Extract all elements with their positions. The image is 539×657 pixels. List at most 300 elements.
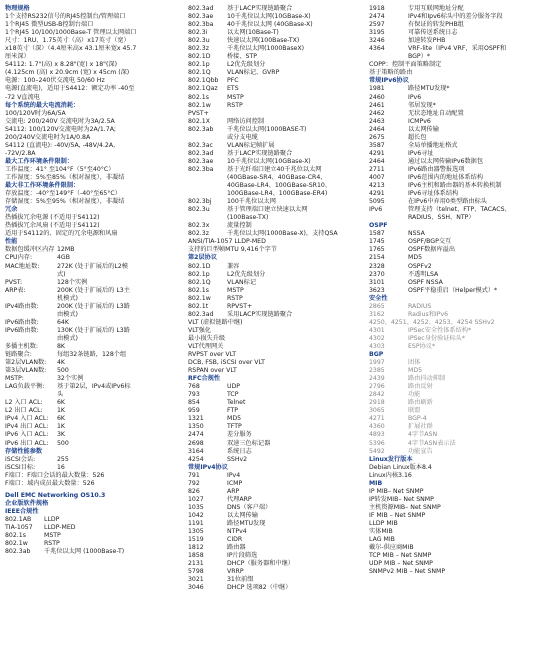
text-line: 存放温度：-40°至149°F（-40°至65°C） [5,190,121,198]
text-line: 1个RJ45 10/100/1000Base-T 管理以太网端口 [5,29,137,37]
standard-code: 959 [188,407,200,415]
standard-desc: IP片段筛选 [227,552,258,560]
standard-code: 3162 [369,310,385,318]
spec-key: 第3层VLAN数: [5,367,47,375]
standard-desc: IPv6寻址体系结构 [408,190,459,198]
standard-row [188,383,364,391]
standard-desc: IPv6主机和路由器的基本转换机制 [408,182,502,190]
standard-row [188,496,364,504]
text-line: 存储湿度：5%至95%（相对湿度），非凝结 [5,198,125,206]
text-line: 厘米深） [5,53,30,61]
standard-desc: MSTP [227,93,244,101]
spec-value: 16 [57,463,65,471]
standard-desc: MD5 [408,254,423,262]
standard-row [188,158,364,166]
standard-desc: Radius和IPv6 [408,310,449,318]
standard-row [369,254,535,262]
standard-code: 802.3i [188,29,208,37]
standard-desc: RPVST+ [227,302,253,310]
spec-row [5,287,165,295]
text-line: 200/240V交流电时为1A/0.8A [5,133,91,141]
standard-code: 2462 [369,109,385,117]
standard-desc: OSPF数据库溢出 [408,246,456,254]
spec-key: IPv4 入口 ACL: [5,415,49,423]
standard-desc: 专用互联网地址分配 [408,5,464,12]
standard-row [5,540,165,548]
standard-row [188,431,364,439]
standard-code: 802.3ba [188,21,214,29]
spec-value: 272K (处于扩展后的L2模 [57,262,128,270]
standard-code: 802.1X [188,117,210,125]
standard-desc: 不透明LSA [408,270,439,278]
standard-row [188,415,364,423]
text-line: VLT (虚拟链路中继) [188,318,243,326]
standard-code: 3021 [188,576,204,584]
standard-desc: 31位前缀 [227,576,254,584]
standard-desc: L2优先级划分 [227,61,266,69]
standard-code: 2464 [369,125,385,133]
standard-row [188,69,364,77]
text-line: S4112: 100/120V交流电时为2A/1.7A; [5,125,117,133]
standard-code: 4301 [369,326,385,334]
standard-row [188,311,364,319]
standard-code: 2370 [369,270,385,278]
standard-row [369,279,535,287]
standard-code: 802.1Q [188,69,211,77]
standard-code: 1812 [188,544,204,552]
standard-desc: OSPF/BGP交互 [408,238,452,246]
spec-value: 200K (处于扩展后的 L3路 [57,302,130,310]
standard-row [188,94,364,102]
standard-code: 802.1w [188,294,211,302]
section-heading: MIB [369,479,383,487]
spec-key: L2 入口 ACL: [5,399,43,407]
standard-desc: 加速转发PHB [408,37,446,45]
standard-row [369,415,535,423]
standard-desc: TCP [227,391,239,399]
text-line: 4250、4251、4252、4253、4254 SSHv2 [369,318,495,326]
standard-desc: RADIUS [408,302,432,310]
standard-desc: 100千兆位以太网 [227,198,276,206]
standard-code: 2131 [188,560,204,568]
standard-row [369,431,535,439]
text-line: IP MIB– Net SNMP [369,487,424,495]
standard-desc: 团体 [408,359,421,367]
standard-code: 802.1p [188,270,210,278]
standard-row [369,198,535,206]
standard-row [369,375,535,383]
text-line: (4.125cm (高) x 20.9cm (宽) x 45cm (深) [5,69,130,77]
standard-desc: 千兆位以太网(1000Base-X)，支持QSA [227,230,338,238]
standard-desc: IPv4和Ipv6标头中的差分服务字段 [408,13,503,21]
text-line: RVPST over VLT [188,351,236,359]
standard-code: 1587 [369,230,385,238]
standard-desc: 兼容 [227,262,240,270]
standard-desc: MD5 [227,415,242,423]
standard-code: 1350 [188,423,204,431]
standard-row [188,142,364,150]
standard-desc: 10千兆位以太网(10GBase-X) [227,157,311,165]
text-line: 交流电: 200/240V 交流电时为3A/2.5A [5,117,115,125]
standard-code: 854 [188,399,200,407]
standard-code: 2328 [369,262,385,270]
standard-desc: 基于LACP实现链路聚合 [227,5,293,12]
text-line: 电源(直流电)，适用于S4412：额定功率 -40至 [5,85,135,93]
standard-code: 3246 [369,37,385,45]
standard-desc: DNS（客户端） [227,503,272,511]
standard-desc: 路由反射 [408,383,433,391]
standard-row [5,532,165,540]
spec-row [5,263,165,271]
standard-desc: 快速以太网(100Base-TX) [227,37,300,45]
standard-code: 4302 [369,334,385,342]
column-right [369,5,535,576]
standard-desc: 千兆位以太网(1000BASE-T) [227,125,307,133]
text-line: SNMPv2 MIB – Net SNMP [369,568,446,576]
standard-row [369,29,535,37]
standard-code: 1918 [369,5,385,12]
standard-desc: 差分服务 [227,431,252,439]
spec-key: IPv6 出口 ACL: [5,439,49,447]
standard-desc: ICMPv6 [408,117,431,125]
standard-code: 4254 [188,455,204,463]
standard-row [369,335,535,343]
standard-desc: LLDP [44,515,60,523]
standard-row [369,327,535,335]
text-line: IP转发MIB– Net SNMP [369,495,434,503]
spec-key: PVST: [5,278,23,286]
spec-key: 多播主机数: [5,342,39,350]
standard-row [188,303,364,311]
standard-row [188,5,364,13]
standard-desc: VRRP [227,568,244,576]
spec-value: 3K [57,431,65,439]
standard-code: 1027 [188,495,204,503]
standard-row [188,85,364,93]
text-line: 热插拔冗余电源 (不适用于S4112) [5,214,100,222]
standard-code: 1765 [369,246,385,254]
standard-desc: NTPv4 [227,528,247,536]
standard-desc: SSHv2 [227,455,248,463]
standard-desc: FTP [227,407,238,415]
spec-key: IPv6路由数: [5,318,39,326]
brand-heading: Dell EMC Networking OS10.3 [5,491,106,499]
standard-desc: 4字节ASN [408,431,438,439]
standard-code: 2154 [369,254,385,262]
standard-code: 768 [188,383,200,391]
standard-row [369,206,535,214]
spec-value: 12MB [57,246,75,254]
standard-code: 802.1Qaz [188,85,218,93]
spec-row [5,343,165,351]
spec-row [5,367,165,375]
standard-desc: L2优先级划分 [227,270,266,278]
standard-desc: 代理ARP [227,495,252,503]
standard-row [188,21,364,29]
standard-code: 4291 [369,149,385,157]
standard-row [369,246,535,254]
text-line: PVST+ [188,109,209,117]
standard-code: 1321 [188,415,204,423]
standard-code: IPv6 [369,206,383,214]
spec-row [5,375,165,383]
continuation-line: 由模式) [57,334,78,342]
standard-code: 1745 [369,238,385,246]
standard-code: 4213 [369,182,385,190]
standard-row [188,440,364,448]
spec-value: 1K [57,423,65,431]
text-line: COPP：控制平面策略制定 [369,61,442,69]
standard-code: 802.3ad [188,149,214,157]
standard-code: 5396 [369,439,385,447]
standard-row [369,142,535,150]
text-line: -72V/2.8A [5,149,36,157]
standard-desc: VLAN标记 [227,278,257,286]
standard-row [369,5,535,13]
standard-code: 791 [188,471,200,479]
standard-code: 802.1p [188,61,210,69]
standard-desc: ICMP [227,479,243,487]
standard-desc: 有保证的转发PHB组 [408,21,464,29]
standard-row [369,166,535,174]
standard-desc: 超长包 [408,133,427,141]
section-heading: 第2层协议 [188,254,218,262]
standard-row [369,287,535,295]
standard-row [188,504,364,512]
standard-row [188,488,364,496]
standard-desc: 功能宣告 [408,447,433,455]
standard-row [369,383,535,391]
spec-row [5,279,165,287]
text-line: 1个支持RS232信号的RJ45控制台/管理端口 [5,13,126,21]
standard-code: 2675 [369,133,385,141]
spec-value: 4GB [57,254,70,262]
text-line: TCP MIB – Net SNMP [369,552,432,560]
text-line: x18英寸（深）（4.4厘米高x 43.1厘米宽x 45.7 [5,45,137,53]
standard-code: 5798 [188,568,204,576]
continuation-line: (100Base-TX) [227,214,269,222]
spec-key: MAC地址数: [5,262,40,270]
standard-row [188,53,364,61]
standard-desc: IPv6范围内的地址体系结构 [408,173,484,181]
standard-desc: 路由抖动抑制 [408,375,446,383]
standard-desc: 千兆位以太网 (1000Base-T) [44,548,125,556]
standard-row [188,118,364,126]
standard-code: 2464 [369,157,385,165]
standard-desc: RSTP [44,540,60,548]
continuation-line: 机模式) [57,294,78,302]
standard-desc: 系统日志 [227,447,252,455]
spec-key: iSCSI会话: [5,455,36,463]
standard-code: 802.3ad [188,310,214,318]
standard-desc: NSSA [408,230,425,238]
standard-desc: IPSec安全性体系结构* [408,326,472,334]
section-heading: 物理规格 [5,5,30,12]
standard-row [369,158,535,166]
continuation-line: 式) [57,270,66,278]
column-left [5,5,165,556]
standard-row [188,295,364,303]
standard-row [188,472,364,480]
standard-desc: 基于光纤端口建立40千兆位以太网 [227,165,322,173]
standard-code: 3065 [369,407,385,415]
standard-desc: 4字节ASN表示法 [408,439,456,447]
standard-desc: 40千兆位以太网 (40GBase-X) [227,21,313,29]
section-heading: 性能 [5,238,18,246]
standard-code: 802.1Qbb [188,77,219,85]
standard-row [369,118,535,126]
spec-key: 链路聚合: [5,351,32,359]
standard-row [369,182,535,190]
text-line: LAG MIB [369,536,395,544]
standard-row [188,102,364,110]
section-heading: RFC合规性 [188,375,221,383]
standard-desc: VRF-lite（IPv4 VRF，采用OSPF和 [408,45,507,53]
standard-code: 793 [188,391,200,399]
standard-row [369,150,535,158]
standard-desc: 路径MTU发现 [227,520,266,527]
standard-desc: BGP-4 [408,415,427,423]
section-heading: 最大工作环境条件限制： [5,157,74,165]
standard-row [188,407,364,415]
standard-row [369,230,535,238]
standard-desc: 网络访问控制 [227,117,265,125]
text-line: UDP MIB – Net SNMP [369,560,433,568]
standard-code: 802.1s [188,286,209,294]
standard-row [188,230,364,238]
spec-value: 500 [57,367,69,375]
standard-desc: 基于管理端口建立快速以太网 [227,206,308,214]
standard-row [188,520,364,528]
standard-desc: 扩展社群 [408,423,433,431]
standard-code: 802.3ae [188,13,214,21]
standard-code: 3101 [369,278,385,286]
standard-row [188,279,364,287]
standard-desc: TFTP [227,423,242,431]
spec-value: 64K [57,318,69,326]
standard-code: 1858 [188,552,204,560]
standard-code: 802.1s [5,532,26,540]
spec-value: 基于第2层，IPv4或IPv6标 [57,383,131,391]
spec-row [5,431,165,439]
spec-key: MSTP: [5,375,24,383]
standard-desc: 通过以太网传输IPv6数据包 [408,157,484,165]
standard-code: 802.3bj [188,198,212,206]
spec-value: 6K [57,415,65,423]
standard-code: 3164 [188,447,204,455]
spec-value: 128个实例 [57,278,88,286]
spec-value: 1K [57,407,65,415]
standard-row [188,271,364,279]
standard-row [369,110,535,118]
standard-row [369,359,535,367]
spec-row [5,303,165,311]
standard-code: 1981 [369,85,385,93]
section-heading: 常规IPv6协议 [369,77,409,85]
standard-desc: 功能 [408,391,421,399]
standard-row [188,568,364,576]
standard-code: 802.3ab [188,125,214,133]
standard-code: 1305 [188,528,204,536]
standard-desc: 以太网(10Base-T) [227,29,279,37]
standard-desc: OSPF平稳重启（Helper模式）* [408,286,498,294]
standard-row [188,77,364,85]
standard-code: 826 [188,487,200,495]
standard-row [188,391,364,399]
spec-key: L2 出口 ACL: [5,407,43,415]
standard-code: 2474 [369,13,385,21]
standard-code: 3195 [369,29,385,37]
section-heading: OSPF [369,222,388,230]
standard-code: 2460 [369,93,385,101]
text-line: 支持的巨型帧MTU 9,416个字节 [188,246,278,254]
text-line: 工作湿度：5%至85%（相对湿度），非凝结 [5,173,125,181]
spec-key: CPU内存: [5,254,33,262]
standard-code: 802.1w [5,540,28,548]
standard-desc: 联盟 [408,407,421,415]
standard-desc: UDP [227,383,241,391]
spec-value: 200K (处于扩展后的 L3主 [57,286,130,294]
spec-row [5,456,165,464]
continuation-line: RADIUS、SSH、NTP） [408,214,475,222]
standard-row [369,440,535,448]
standard-desc: VLAN标记帧扩展 [227,141,275,149]
standard-code: 3046 [188,584,204,592]
standard-code: 802.1t [188,302,209,310]
text-line: ANSI/TIA-1057 LLDP-MED [188,238,266,246]
standard-row [369,94,535,102]
standard-code: 1042 [188,511,204,519]
spec-row [5,359,165,367]
text-line: Debian Linux版本8.4 [369,463,432,471]
section-heading: 最大非工作环境条件限制： [5,182,80,190]
continuation-line: BGP）* [408,53,430,61]
section-heading: 存储性能参数 [5,447,43,455]
standard-desc: 10千兆位以太网(10GBase-X) [227,13,311,21]
standard-code: 4364 [369,45,385,53]
spec-value: 255 [57,455,69,463]
section-heading: IEEE合规性 [5,507,39,515]
standard-desc: 全局单播地址格式 [408,141,458,149]
spec-value: 130K (处于扩展后的 L3路 [57,326,130,334]
standard-row [188,45,364,53]
standard-code: 802.1D [188,262,211,270]
text-line: 1个RJ45 微型USB-B控制台端口 [5,21,94,29]
text-line: 基于策略的路由 [369,69,413,77]
text-line: 适用于S4112的、固定的冗余电源和风扇 [5,230,118,238]
standard-code: 802.1D [188,53,211,61]
standard-code: 802.1s [188,93,209,101]
standard-code: 802.1w [188,101,211,109]
standard-desc: 无状态地址自动配置 [408,109,464,117]
standard-desc: ETS [227,85,239,93]
standard-row [369,174,535,182]
standard-code: 802.3ad [188,5,214,12]
spec-value: 6K [57,399,65,407]
standard-code: 4360 [369,423,385,431]
standard-row [188,126,364,134]
spec-value: 32个实例 [57,375,84,383]
standard-desc: IPv6寻址 [408,149,434,157]
standard-row [188,544,364,552]
spec-value: 4K [57,359,65,367]
standard-code: 4271 [369,415,385,423]
standard-desc: 可靠传送系统日志 [408,29,458,37]
spec-row [5,254,165,262]
standard-row [369,303,535,311]
standard-desc: 流量控制 [227,222,252,230]
standard-row [188,480,364,488]
